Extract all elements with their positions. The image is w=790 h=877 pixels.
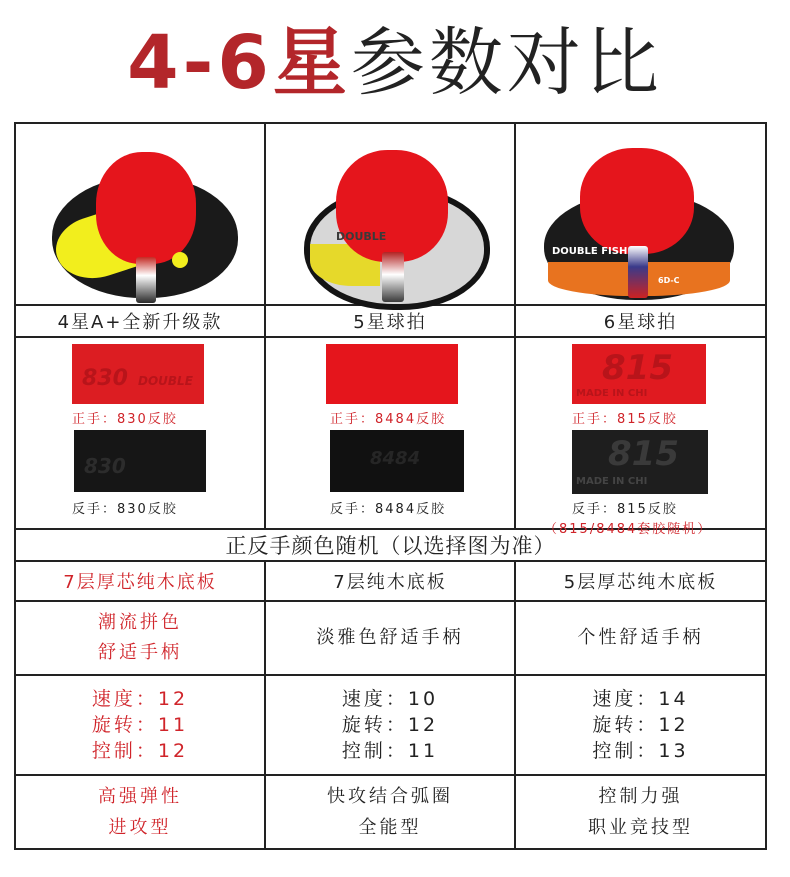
rubber-cell-6star xyxy=(515,337,766,537)
product-name: 6星球拍 xyxy=(515,305,766,337)
type-line: 职业竞技型 xyxy=(588,817,693,838)
type-line: 进攻型 xyxy=(108,817,172,838)
handle-desc xyxy=(515,601,766,675)
type-line: 快攻结合弧圈 xyxy=(327,786,453,807)
forehand-rubber-swatch xyxy=(72,344,204,404)
handle-desc xyxy=(15,601,265,675)
image-row xyxy=(15,123,766,305)
handle-row xyxy=(15,601,766,675)
title-rest: 参数对比 xyxy=(350,20,663,106)
stat-control: 控制：11 xyxy=(341,740,439,762)
case-logo: DOUBLE FISH xyxy=(552,246,628,257)
stat-control: 控制：13 xyxy=(592,740,689,762)
racket-blade xyxy=(96,152,196,264)
handle-line: 淡雅色舒适手柄 xyxy=(316,627,464,648)
backhand-rubber-swatch xyxy=(74,430,206,492)
rubber-emboss: 815 xyxy=(608,434,679,474)
stats xyxy=(515,675,766,775)
backhand-label: 反手：8484反胶 xyxy=(330,502,447,517)
made-in-emboss: MADE IN CHI xyxy=(576,476,648,487)
rubber-emboss: 830 xyxy=(82,366,128,391)
stat-spin: 旋转：11 xyxy=(91,714,189,736)
play-type xyxy=(15,775,265,849)
rubber-cell-5star xyxy=(265,337,515,529)
handle-line: 潮流拼色 xyxy=(98,612,182,633)
handle-line: 个性舒适手柄 xyxy=(577,627,704,648)
rubber-row xyxy=(15,337,766,529)
racket-handle xyxy=(136,257,156,303)
racket-image-5star xyxy=(265,123,515,305)
type-line: 全能型 xyxy=(358,817,422,838)
racket-blade xyxy=(336,150,448,262)
racket-blade xyxy=(580,148,694,254)
title-highlight: 4-6星 xyxy=(127,20,351,106)
forehand-label: 正手：815反胶 xyxy=(572,412,678,427)
stat-speed: 速度：14 xyxy=(592,688,689,710)
rubber-random-note: （815/8484套胶随机） xyxy=(544,522,713,537)
stats xyxy=(15,675,265,775)
blade-ply: 7层厚芯纯木底板 xyxy=(15,561,265,601)
type-line: 高强弹性 xyxy=(98,786,182,807)
rubber-emboss: 815 xyxy=(602,348,673,388)
case-logo: DOUBLE xyxy=(336,230,387,243)
stat-spin: 旋转：12 xyxy=(341,714,439,736)
backhand-label: 反手：830反胶 xyxy=(72,502,178,517)
backhand-rubber-swatch xyxy=(572,430,708,494)
stat-speed: 速度：12 xyxy=(91,688,189,710)
product-name: 4星A+全新升级款 xyxy=(15,305,265,337)
racket-handle xyxy=(382,252,404,302)
blade-ply: 7层纯木底板 xyxy=(265,561,515,601)
color-random-note: 正反手颜色随机（以选择图为准） xyxy=(15,529,766,561)
stat-speed: 速度：10 xyxy=(341,688,439,710)
racket-handle xyxy=(628,246,648,298)
comparison-table xyxy=(14,122,767,850)
backhand-rubber-swatch xyxy=(330,430,464,492)
blade-ply: 5层厚芯纯木底板 xyxy=(515,561,766,601)
star-badge xyxy=(172,252,188,268)
play-type xyxy=(515,775,766,849)
brand-emboss: DOUBLE xyxy=(138,374,193,388)
rubber-emboss: 830 xyxy=(84,454,126,478)
stat-spin: 旋转：12 xyxy=(592,714,689,736)
rubber-emboss: 8484 xyxy=(370,448,421,469)
rubber-cell-4star xyxy=(15,337,265,529)
play-type xyxy=(265,775,515,849)
handle-desc xyxy=(265,601,515,675)
page-title xyxy=(0,18,790,108)
racket-image-4star xyxy=(15,123,265,305)
made-in-emboss: MADE IN CHI xyxy=(576,388,648,399)
handle-line: 舒适手柄 xyxy=(98,642,182,663)
forehand-label: 正手：830反胶 xyxy=(72,412,178,427)
case-model: 6D-C xyxy=(658,276,680,285)
forehand-rubber-swatch xyxy=(572,344,706,404)
racket-image-6star xyxy=(515,123,766,305)
stats-row xyxy=(15,675,766,775)
forehand-label: 正手：8484反胶 xyxy=(330,412,447,427)
forehand-rubber-swatch xyxy=(326,344,458,404)
ply-row xyxy=(15,561,766,601)
backhand-label: 反手：815反胶 xyxy=(572,502,678,517)
type-line: 控制力强 xyxy=(598,786,683,807)
stat-control: 控制：12 xyxy=(91,740,189,762)
stats xyxy=(265,675,515,775)
type-row xyxy=(15,775,766,849)
product-name: 5星球拍 xyxy=(265,305,515,337)
